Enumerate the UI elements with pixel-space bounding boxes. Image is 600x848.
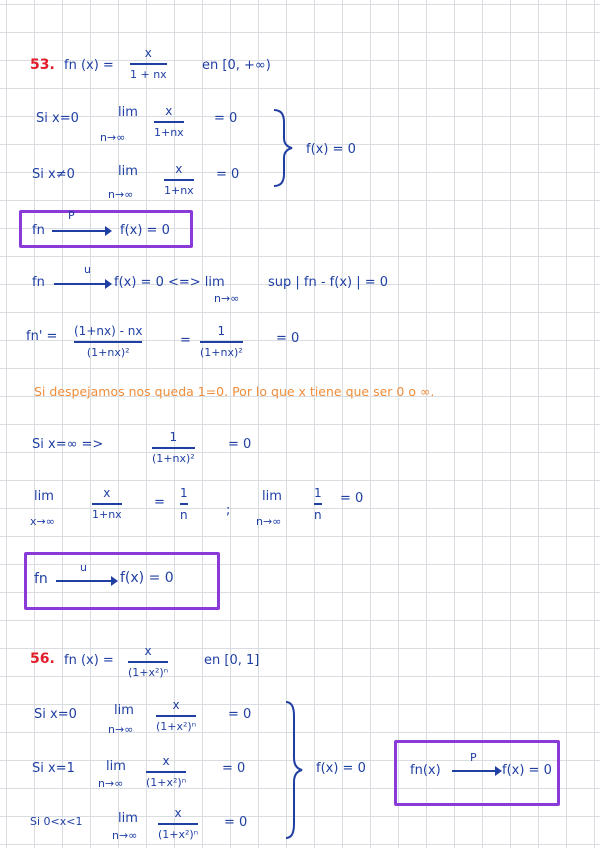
lim-a-den: 1+nx [92, 507, 122, 521]
box56-right: f(x) = 0 [502, 763, 552, 778]
lim-b-fraction [314, 486, 322, 522]
box2-over: u [80, 561, 87, 574]
fraction-bar [74, 341, 142, 343]
ex56-case2-fraction [146, 754, 186, 789]
deriv-left: fn' = [26, 329, 58, 344]
deriv-zero: = 0 [276, 331, 300, 346]
uniform-left: fn [32, 275, 45, 290]
ex53-frac-den: 1 + nx [130, 67, 167, 81]
ex53-function-fraction [130, 46, 167, 81]
deriv-num: (1+nx) - nx [74, 324, 143, 338]
exercise-56-number: 56. [30, 651, 55, 667]
deriv-den: (1+nx)² [86, 345, 130, 359]
ex53-case2-num: x [175, 162, 183, 176]
arrow-right-icon [56, 580, 112, 582]
ex56-case1-label: Si x=0 [34, 707, 77, 722]
box56-over: P [470, 751, 477, 764]
ex53-case2-eq: = 0 [216, 167, 240, 182]
exercise-53-number: 53. [30, 57, 55, 73]
deriv-den2: (1+nx)² [200, 345, 243, 359]
ex56-case1-eq: = 0 [228, 707, 252, 722]
ex56-case1-sub: n→∞ [108, 723, 134, 736]
ex56-case3-eq: = 0 [224, 815, 248, 830]
ex53-domain: en [0, +∞) [202, 58, 271, 73]
fraction-bar [92, 503, 122, 505]
uniform-right: f(x) = 0 <=> lim [114, 275, 225, 290]
ex56-case3-label: Si 0<x<1 [30, 815, 83, 828]
ex53-result: f(x) = 0 [306, 142, 356, 157]
ex56-case2-eq: = 0 [222, 761, 246, 776]
inf-fraction [152, 430, 195, 465]
fraction-bar [152, 447, 195, 449]
ex56-case3-fraction [158, 806, 198, 841]
lim-a-fraction2 [180, 486, 188, 522]
ex53-case2-label: Si x≠0 [32, 167, 75, 182]
box1-right: f(x) = 0 [120, 223, 170, 238]
uniform-sub: n→∞ [214, 292, 240, 305]
ex53-case2-sub: n→∞ [108, 188, 134, 201]
ex53-case1-sub: n→∞ [100, 131, 126, 144]
ex56-case2-den: (1+x²)ⁿ [146, 775, 187, 789]
ex56-case2-lim: lim [106, 759, 126, 774]
fraction-bar [128, 661, 168, 663]
fraction-bar [154, 121, 184, 123]
ex56-function-def: fn (x) = [64, 653, 114, 668]
ex56-case2-num: x [162, 754, 170, 768]
ex53-case2-lim: lim [118, 164, 138, 179]
deriv-num2: 1 [217, 324, 226, 338]
deriv-fraction [74, 324, 142, 359]
ex56-case3-den: (1+x²)ⁿ [158, 827, 199, 841]
fraction-bar [200, 341, 243, 343]
ex56-frac-den: (1+x²)ⁿ [128, 665, 169, 679]
lim-a-num: x [103, 486, 111, 500]
fraction-bar [158, 823, 198, 825]
ex53-case1-den: 1+nx [154, 125, 184, 139]
fraction-bar [314, 503, 322, 505]
ex56-result: f(x) = 0 [316, 761, 366, 776]
ex53-case1-num: x [165, 104, 173, 118]
ex53-case1-eq: = 0 [214, 111, 238, 126]
lim-a: lim [34, 489, 54, 504]
ex53-case2-fraction [164, 162, 194, 197]
lim-a-eq: = [154, 495, 165, 510]
ex56-case3-sub: n→∞ [112, 829, 138, 842]
ex56-case1-lim: lim [114, 703, 134, 718]
fraction-bar [130, 63, 167, 65]
arrow-right-icon [52, 230, 106, 232]
ex56-function-fraction [128, 644, 168, 679]
box1-over: P [68, 209, 75, 222]
arrow-right-icon [452, 770, 496, 772]
ex56-case3-num: x [174, 806, 182, 820]
box56-left: fn(x) [410, 763, 441, 778]
orange-note: Si despejamos nos queda 1=0. Por lo que x tiene que ser 0 o ∞. [34, 384, 435, 399]
box1-left: fn [32, 223, 45, 238]
inf-den: (1+nx)² [152, 451, 195, 465]
lim-b-sub: n→∞ [256, 515, 282, 528]
ex53-case1-lim: lim [118, 105, 138, 120]
box2-left: fn [34, 571, 48, 587]
ex53-case1-label: Si x=0 [36, 111, 79, 126]
ex53-function-def: fn (x) = [64, 58, 114, 73]
ex56-case1-fraction [156, 698, 196, 733]
fraction-bar [156, 715, 196, 717]
right-brace [268, 108, 298, 188]
deriv-eq: = [180, 333, 191, 348]
lim-a-fraction [92, 486, 122, 521]
fraction-bar [164, 179, 194, 181]
fraction-bar [146, 771, 186, 773]
ex56-case2-label: Si x=1 [32, 761, 75, 776]
right-brace [282, 700, 306, 840]
lim-b: lim [262, 489, 282, 504]
ex56-case3-lim: lim [118, 811, 138, 826]
lim-b-eq: = 0 [340, 491, 364, 506]
ex56-case2-sub: n→∞ [98, 777, 124, 790]
uniform-over: u [84, 263, 91, 276]
ex56-case1-num: x [172, 698, 180, 712]
inf-eq: = 0 [228, 437, 252, 452]
ex56-domain: en [0, 1] [204, 653, 260, 668]
ex53-frac-num: x [144, 46, 152, 60]
lim-b-den: n [314, 507, 322, 522]
arrow-right-icon [54, 283, 106, 285]
uniform-tail: sup | fn - f(x) | = 0 [268, 275, 389, 290]
ex53-case2-den: 1+nx [164, 183, 194, 197]
inf-label: Si x=∞ => [32, 437, 104, 452]
ex56-frac-num: x [144, 644, 152, 658]
lim-a-num2: 1 [180, 486, 188, 500]
ex53-case1-fraction [154, 104, 184, 139]
lim-a-den2: n [180, 507, 188, 522]
inf-num: 1 [169, 430, 178, 444]
semicolon: ; [226, 503, 231, 518]
ex56-case1-den: (1+x²)ⁿ [156, 719, 197, 733]
lim-a-sub: x→∞ [30, 515, 55, 528]
deriv-fraction2 [200, 324, 243, 359]
fraction-bar [180, 503, 188, 505]
lim-b-num: 1 [314, 486, 322, 500]
box2-right: f(x) = 0 [120, 570, 174, 586]
